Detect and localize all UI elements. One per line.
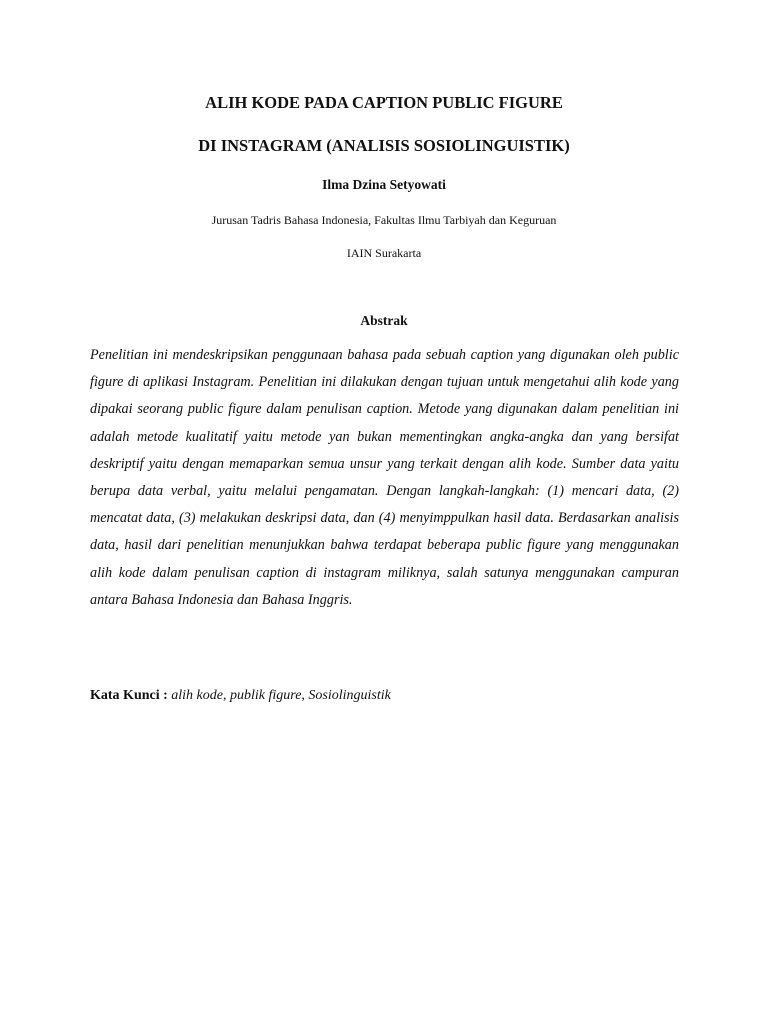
affiliation-line-1: Jurusan Tadris Bahasa Indonesia, Fakultas Ilmu Tarbiyah dan Keguruan [211,213,557,227]
keywords [90,688,679,704]
affiliation-line-2: IAIN Surakarta [346,246,422,260]
keywords-label: Kata Kunci : [90,688,168,703]
keywords-values: alih kode, publik figure, Sosiolinguistik [171,688,391,703]
paper-title-line-2: DI INSTAGRAM (ANALISIS SOSIOLINGUISTIK) [198,136,570,155]
abstract-heading: Abstrak [360,313,408,328]
author-name: Ilma Dzina Setyowati [322,177,446,192]
paper-title-line-1: ALIH KODE PADA CAPTION PUBLIC FIGURE [205,93,563,112]
abstract-text: Penelitian ini mendeskripsikan penggunaan bahasa pada sebuah caption yang digunakan oleh public figure di aplikasi Instagram. Penelitian ini dilakukan dengan tujuan untuk mengetahui alih kode yang dipakai seorang public figure dalam penulisan caption. Metode yang digunakan dalam penelitian ini adalah metode kualitatif yaitu metode yan bukan mementingkan angka-angka dan yang bersifat deskriptif yaitu dengan memaparkan semua unsur yang terkait dengan alih kode. Sumber data yaitu berupa data verbal, yaitu melalui pengamatan. Dengan langkah-langkah: (1) mencari data, (2) mencatat data, (3) melakukan deskripsi data, dan (4) menyimppulkan hasil data. Berdasarkan analisis data, hasil dari penelitian menunjukkan bahwa terdapat beberapa public figure yang menggunakan alih kode dalam penulisan caption di instagram miliknya, salah satunya menggunakan campuran antara Bahasa Indonesia dan Bahasa Inggris. [90,347,679,608]
